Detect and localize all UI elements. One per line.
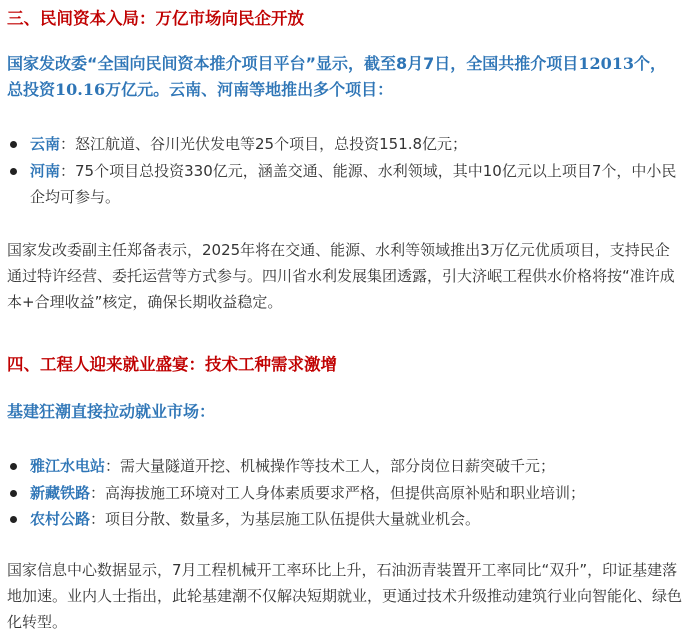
highlight-text-2: 个，总投资: [7, 54, 666, 99]
bullet-dot-icon: [10, 516, 17, 523]
list-item-key: 农村公路: [30, 510, 91, 528]
bullet-dot-icon: [10, 141, 17, 148]
section-3-heading: 三、民间资本入局：万亿市场向民企开放: [7, 9, 304, 28]
bullet-dot-icon: [10, 490, 17, 497]
list-item: [0, 453, 688, 480]
section-3-bullet-list: [0, 131, 688, 211]
bullet-dot-icon: [10, 463, 17, 470]
list-item-key: 云南: [30, 135, 61, 153]
section-3-paragraph: 国家发改委副主任郑备表示，2025年将在交通、能源、水利等领域推出3万亿元优质项目，支持民企通过特许经营、委托运营等方式参与。四川省水利发展集团透露，引大济岷工程供水价格将按“准许成本+合理收益”核定，确保长期收益稳定。: [7, 241, 675, 311]
list-item-text: ：项目分散、数量多，为基层施工队伍提供大量就业机会。: [90, 510, 481, 528]
list-item-key: 雅江水电站: [30, 457, 106, 475]
highlight-text-3: 万亿元。云南、河南等地推出多个项目：: [105, 80, 394, 99]
section-4-heading: 四、工程人迎来就业盛宴：技术工种需求激增: [7, 355, 337, 374]
list-item-text: ：高海拔施工环境对工人身体素质要求严格，但提供高原补贴和职业培训；: [90, 483, 586, 502]
list-item: [0, 506, 688, 533]
highlight-project-count: 12013: [578, 54, 634, 73]
highlight-total-investment: 10.16: [55, 80, 106, 99]
bullet-dot-icon: [10, 168, 17, 175]
list-item-text: ：75个项目总投资330亿元，涵盖交通、能源、水利领域，其中10亿元以上项目7个，中小民企均可参与。: [30, 161, 677, 206]
section-4-paragraph: 国家信息中心数据显示，7月工程机械开工率环比上升，石油沥青装置开工率同比“双升”，印证基建落地加速。业内人士指出，此轮基建潮不仅解决短期就业，更通过技术升级推动建筑行业向智能化、绿色化转型。: [7, 561, 683, 631]
section-3-highlight: [7, 51, 679, 103]
list-item-key: 新藏铁路: [30, 483, 91, 502]
list-item: [0, 480, 688, 507]
section-4-subtitle: 基建狂潮直接拉动就业市场：: [7, 402, 216, 421]
list-item-text: ：需大量隧道开挖、机械操作等技术工人，部分岗位日薪突破千元；: [105, 457, 556, 475]
list-item-key: 河南: [30, 161, 61, 180]
section-4-bullet-list: [0, 453, 688, 533]
list-item: [0, 131, 688, 158]
list-item-text: ：怒江航道、谷川光伏发电等25个项目，总投资151.8亿元；: [60, 135, 468, 153]
highlight-text-1: 国家发改委“全国向民间资本推介项目平台”显示，截至8月7日，全国共推介项目: [7, 54, 579, 73]
list-item: [0, 158, 688, 211]
